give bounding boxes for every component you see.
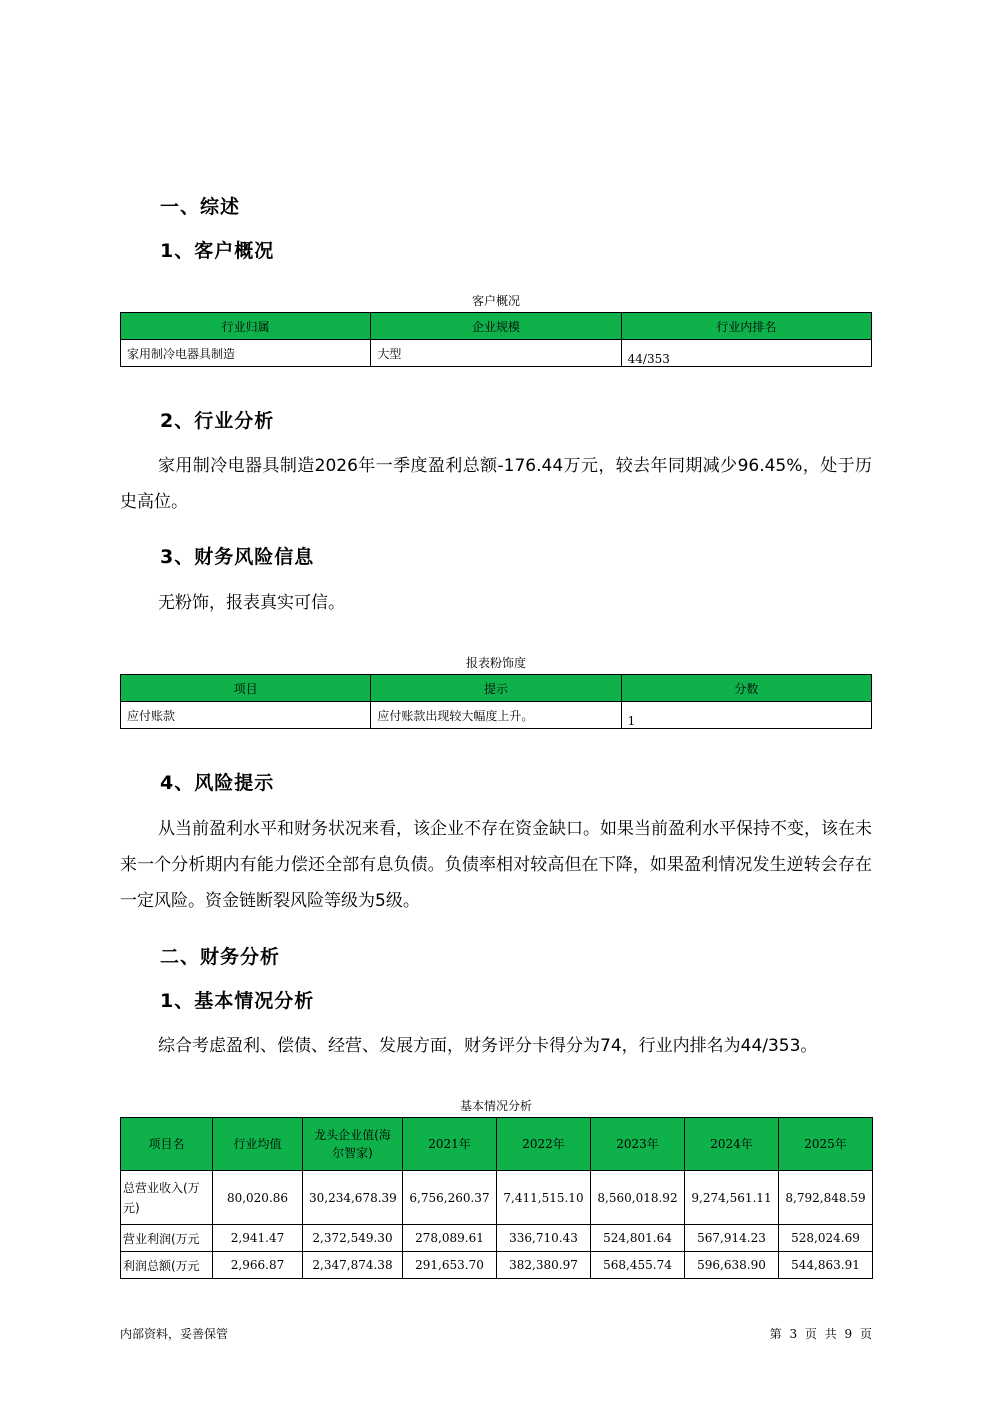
table-cell: 30,234,678.39: [303, 1171, 403, 1225]
table-header-cell: 2023年: [591, 1118, 685, 1171]
table-cell: 2,347,874.38: [303, 1252, 403, 1279]
table-cell: 528,024.69: [779, 1225, 873, 1252]
table-row: [121, 1252, 873, 1279]
table-header-cell: 2022年: [497, 1118, 591, 1171]
table-cell: 应付账款出现较大幅度上升。: [371, 702, 621, 729]
table-cell: 2,941.47: [213, 1225, 303, 1252]
table-cell: 568,455.74: [591, 1252, 685, 1279]
section-title-risk-tip: 4、风险提示: [160, 772, 275, 794]
section-title-financial-analysis: 二、财务分析: [160, 946, 281, 968]
table-cell: 291,653.70: [403, 1252, 497, 1279]
industry-paragraph: 家用制冷电器具制造2026年一季度盈利总额-176.44万元，较去年同期减少96.45%，处于历史高位。: [120, 456, 872, 512]
table-cell: 8,560,018.92: [591, 1171, 685, 1225]
basic-table-caption: 基本情况分析: [459, 1099, 532, 1113]
table-cell: 336,710.43: [497, 1225, 591, 1252]
table-cell: 544,863.91: [779, 1252, 873, 1279]
section-title-risk-info: 3、财务风险信息: [160, 546, 315, 568]
table-cell: 278,089.61: [403, 1225, 497, 1252]
section-title-industry: 2、行业分析: [160, 410, 275, 432]
table-header-cell: 项目名: [121, 1118, 213, 1171]
table-cell: 2,372,549.30: [303, 1225, 403, 1252]
table-header-cell: 2021年: [403, 1118, 497, 1171]
table-cell: 8,792,848.59: [779, 1171, 873, 1225]
table-cell: 80,020.86: [213, 1171, 303, 1225]
table-header-cell: 企业规模: [371, 313, 621, 340]
basic-table: [120, 1117, 873, 1279]
table-header-cell: 龙头企业值(海尔智家): [303, 1118, 403, 1171]
table-row: [121, 1171, 873, 1225]
table-cell: 9,274,561.11: [685, 1171, 779, 1225]
table-cell: 家用制冷电器具制造: [121, 340, 371, 367]
section-title-customer: 1、客户概况: [160, 240, 275, 262]
embellish-table: [120, 674, 872, 729]
table-cell: 7,411,515.10: [497, 1171, 591, 1225]
table-header-row: [121, 313, 872, 340]
table-cell: 6,756,260.37: [403, 1171, 497, 1225]
table-cell: 利润总额(万元: [121, 1252, 213, 1279]
table-header-cell: 提示: [371, 675, 621, 702]
table-header-row: [121, 675, 872, 702]
table-cell: 总营业收入(万元): [121, 1171, 213, 1225]
footer-page-number: 第 3 页 共 9 页: [769, 1327, 872, 1341]
section-title-basic: 1、基本情况分析: [160, 990, 315, 1012]
table-cell: 营业利润(万元: [121, 1225, 213, 1252]
table-row: [121, 1225, 873, 1252]
risk-info-paragraph: 无粉饰，报表真实可信。: [158, 593, 345, 613]
customer-table-caption: 客户概况: [471, 294, 520, 308]
customer-table: [120, 312, 872, 367]
table-cell: 567,914.23: [685, 1225, 779, 1252]
table-cell: 1: [621, 702, 871, 729]
table-header-cell: 行业归属: [121, 313, 371, 340]
table-cell: 382,380.97: [497, 1252, 591, 1279]
table-row: [121, 340, 872, 367]
risk-tip-paragraph: 从当前盈利水平和财务状况来看，该企业不存在资金缺口。如果当前盈利水平保持不变，该在未来一个分析期内有能力偿还全部有息负债。负债率相对较高但在下降，如果盈利情况发生逆转会存在一定风险。资金链断裂风险等级为5级。: [120, 819, 872, 911]
section-title-overview: 一、综述: [160, 196, 241, 218]
table-header-cell: 分数: [621, 675, 871, 702]
table-header-cell: 行业均值: [213, 1118, 303, 1171]
basic-paragraph: 综合考虑盈利、偿债、经营、发展方面，财务评分卡得分为74，行业内排名为44/353。: [158, 1036, 818, 1056]
table-header-cell: 2024年: [685, 1118, 779, 1171]
table-cell: 44/353: [621, 340, 871, 367]
table-header-cell: 2025年: [779, 1118, 873, 1171]
table-header-cell: 行业内排名: [621, 313, 871, 340]
table-row: [121, 702, 872, 729]
footer-confidential-note: 内部资料，妥善保管: [120, 1327, 229, 1341]
table-cell: 524,801.64: [591, 1225, 685, 1252]
table-cell: 2,966.87: [213, 1252, 303, 1279]
table-cell: 596,638.90: [685, 1252, 779, 1279]
table-header-cell: 项目: [121, 675, 371, 702]
embellish-table-caption: 报表粉饰度: [465, 656, 526, 670]
table-header-row: [121, 1118, 873, 1171]
table-cell: 大型: [371, 340, 621, 367]
table-cell: 应付账款: [121, 702, 371, 729]
